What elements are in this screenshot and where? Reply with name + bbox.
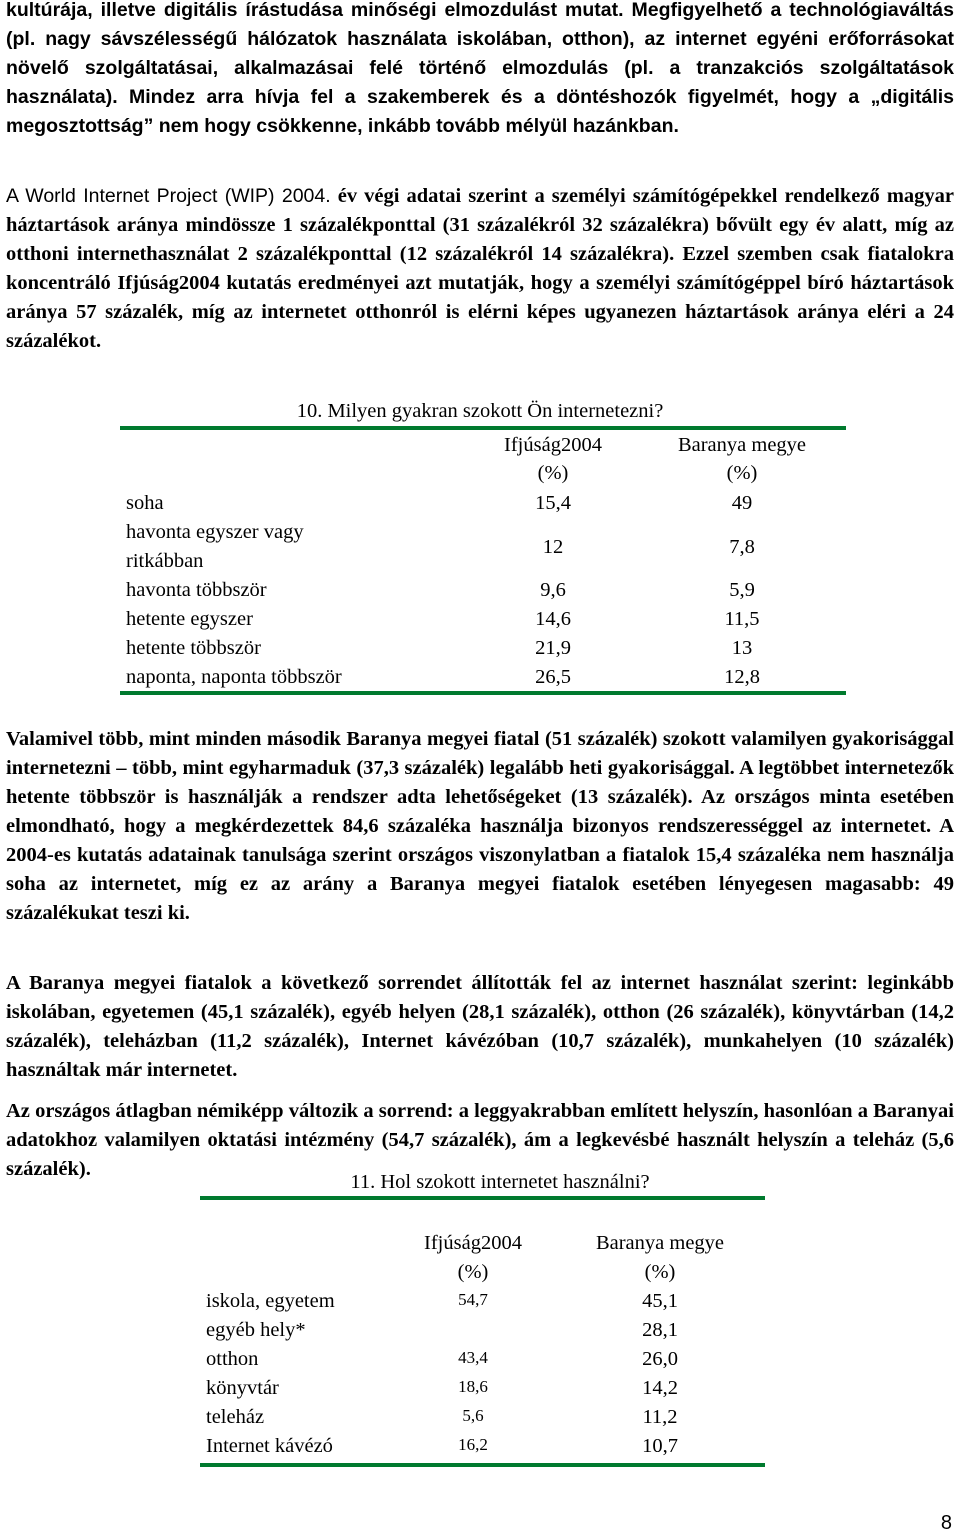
analysis-paragraph-1	[6, 725, 954, 928]
analysis-text-2: A Baranya megyei fiatalok a következő sorrendet állították fel az internet használat szerint: leginkább iskolában, egyetemen (45,1 százalék), egyéb helyen (28,1 százalék), otthon (26 százalék), könyvtárban (14,2 százalék), teleházban (11,2 százalék), Internet kávézóban (10,7 százalék), munkahelyen (10 százalék) használtak már internetet.	[6, 972, 954, 1081]
table11-row-label: otthon	[206, 1348, 259, 1370]
table10-row-v1: 14,6	[535, 608, 571, 630]
table11-row-v2: 26,0	[642, 1348, 678, 1370]
table11-row-v1: 18,6	[458, 1377, 488, 1396]
table10-row-v2: 49	[731, 492, 753, 514]
table10-row-v2: 12,8	[724, 666, 760, 688]
wip-lead: A World Internet Project (WIP) 2004.	[6, 185, 331, 207]
table11-row-v2: 14,2	[642, 1377, 678, 1399]
analysis-text-3: Az országos átlagban némiképp változik a sorrend: a leggyakrabban említett helyszín, hasonlóan a Baranyai adatokhoz valamilyen oktatási intézmény (54,7 százalék), ám a legkevésbé használt helyszín a teleház (5,6 százalék).	[6, 1100, 954, 1180]
table10-row-label: hetente többször	[126, 637, 261, 659]
table10-row-v1: 9,6	[540, 579, 566, 601]
table11-row-v2: 45,1	[642, 1290, 678, 1312]
table10-bottom-rule	[120, 691, 846, 695]
table10-row-v1: 15,4	[535, 492, 571, 514]
analysis-paragraph-2	[6, 969, 954, 1085]
table10-row-v2: 5,9	[729, 579, 755, 601]
table11-top-rule	[200, 1196, 765, 1200]
table11-row-v2: 10,7	[642, 1435, 678, 1457]
table11-row-v2: 28,1	[642, 1319, 678, 1341]
table10-row-v1: 26,5	[535, 666, 571, 688]
intro-text: kultúrája, illetve digitális írástudása minőségi elmozdulást mutat. Megfigyelhető a technológiaváltás (pl. nagy sávszélességű hálózatok használata iskolában, otthon), az internet egyéni erőforrásokat növelő szolgáltatásai, alkalmazásai felé történő elmozdulás (pl. a tranzakciós szolgáltatások használata). Mindez arra hívja fel a szakemberek és a döntéshozók figyelmét, hogy a „digitális megosztottság” nem hogy csökkenne, inkább tovább mélyül hazánkban.	[6, 0, 954, 137]
table10-col1-header: Ifjúság2004	[504, 434, 602, 456]
table10-title: 10. Milyen gyakran szokott Ön internetezni?	[296, 400, 664, 422]
table10-row-v2: 7,8	[729, 536, 755, 558]
page-number: 8	[940, 1512, 952, 1534]
table11-col1-header: Ifjúság2004	[424, 1232, 522, 1254]
table11-row-label: Internet kávézó	[206, 1435, 333, 1457]
table10-row-label: havonta többször	[126, 579, 267, 601]
table10-col2-unit: (%)	[726, 462, 758, 484]
table10-row-label: hetente egyszer	[126, 608, 253, 630]
table11-bottom-rule	[200, 1463, 765, 1467]
table10-col2-header: Baranya megye	[677, 434, 807, 456]
table10-row-label: havonta egyszer vagy	[126, 521, 304, 543]
table10-top-rule	[120, 426, 846, 430]
intro-paragraph	[6, 0, 954, 141]
table11-row-label: könyvtár	[206, 1377, 279, 1399]
table10-col1-unit: (%)	[537, 462, 569, 484]
table10-row-v1: 12	[542, 536, 564, 558]
table11-row-v1: 16,2	[458, 1435, 488, 1454]
table11-col2-header: Baranya megye	[595, 1232, 725, 1254]
table11-col2-unit: (%)	[644, 1261, 676, 1283]
wip-paragraph	[6, 182, 954, 356]
table11-row-v1: 54,7	[458, 1290, 488, 1309]
table11-row-label: egyéb hely*	[206, 1319, 306, 1341]
table10-row-v2: 11,5	[724, 608, 760, 630]
wip-rest: év végi adatai szerint a személyi számítógépekkel rendelkező magyar háztartások aránya mindössze 1 százalékponttal (31 százalékról 32 százalékra) bővült egy év alatt, míg az otthoni internethasználat 2 százalékponttal (12 százalékról 14 százalékra). Ezzel szemben csak fiatalokra koncentráló Ifjúság2004 kutatás eredményei azt mutatják, hogy a személyi számítógéppel bíró háztartások aránya 57 százalék, míg az internetet otthonról is elérni képes ugyanezen háztartások aránya eléri a 24 százalékot.	[6, 185, 954, 352]
table11-title: 11. Hol szokott internetet használni?	[350, 1171, 650, 1193]
analysis-text-1: Valamivel több, mint minden második Baranya megyei fiatal (51 százalék) szokott valamilyen gyakorisággal internetezni – több, mint egyharmaduk (37,3 százalék) legalább heti gyakorisággal. A legtöbbet internetezők hetente többször is használják a rendszer adta lehetőségeket (13 százalék). Az országos minta esetében elmondható, hogy a megkérdezettek 84,6 százaléka használja bizonyos rendszerességgel az internetet. A 2004-es kutatás adatainak tanulsága szerint országos viszonylatban a fiatalok 15,4 százaléka nem használja soha az internetet, míg ez az arány a Baranya megyei fiatalok esetében lényegesen magasabb: 49 százalékukat teszi ki.	[6, 728, 954, 924]
table11-row-v1: 43,4	[458, 1348, 488, 1367]
table11-row-label: teleház	[206, 1406, 265, 1428]
table11-row-v1: 5,6	[462, 1406, 484, 1425]
table10-row-label-cont: ritkábban	[126, 550, 204, 572]
table10-row-label: naponta, naponta többször	[126, 666, 342, 688]
table10-row-v2: 13	[731, 637, 753, 659]
table11-col1-unit: (%)	[457, 1261, 489, 1283]
table10-row-v1: 21,9	[535, 637, 571, 659]
table11-row-v2: 11,2	[642, 1406, 678, 1428]
table11-row-label: iskola, egyetem	[206, 1290, 335, 1312]
table10-row-label: soha	[126, 492, 164, 514]
